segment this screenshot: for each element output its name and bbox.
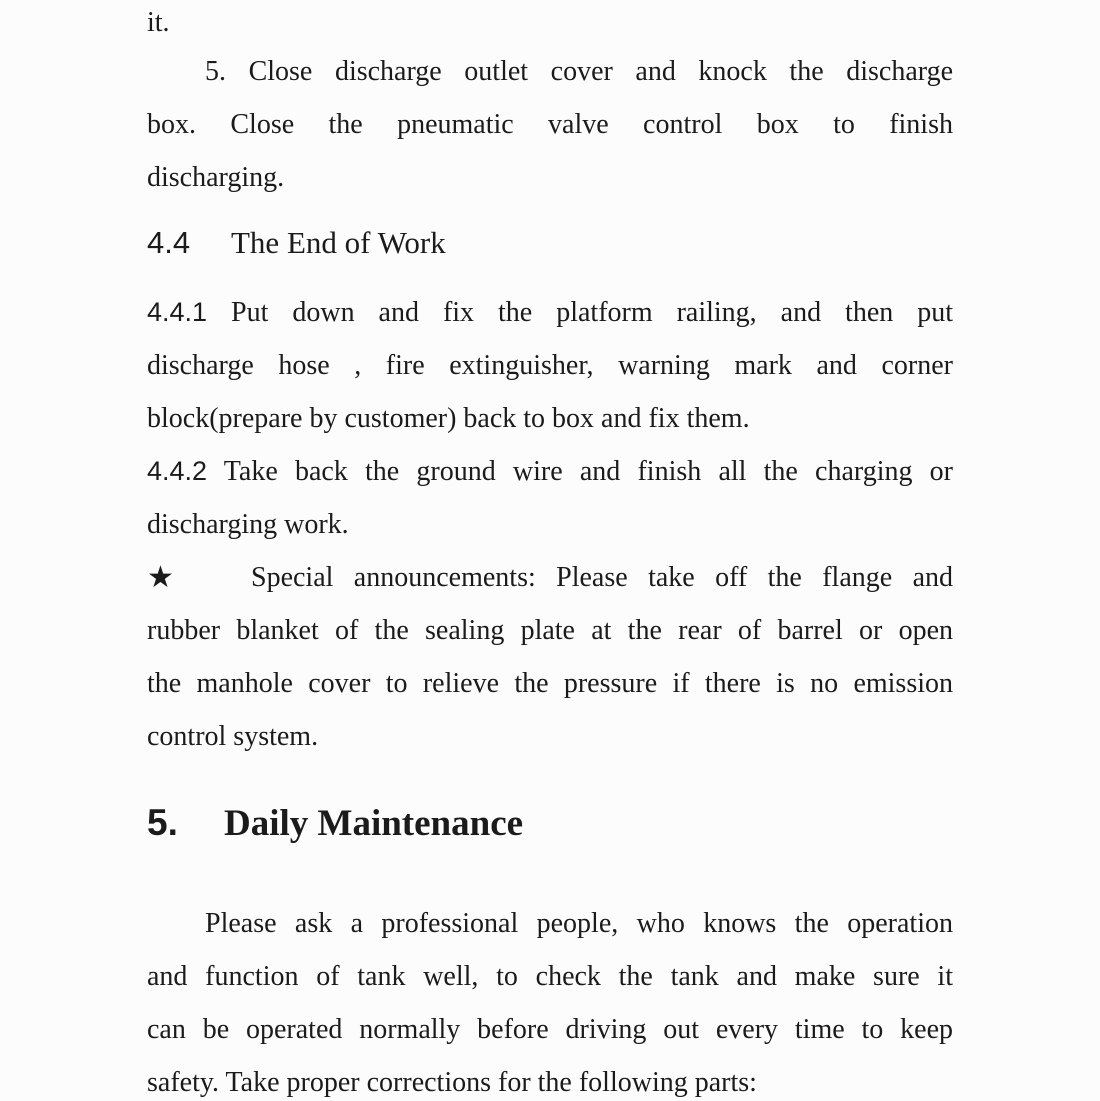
- paragraph-4-4-1: [147, 286, 953, 445]
- continuation-line: it.: [147, 7, 170, 38]
- paragraph-close-discharge: [147, 45, 953, 204]
- paragraph-line: the manhole cover to relieve the pressure if there is no emission: [147, 668, 953, 699]
- paragraph-line: safety. Take proper corrections for the following parts:: [147, 1067, 757, 1098]
- clause-number: 4.4.2: [147, 456, 208, 486]
- paragraph-line: rubber blanket of the sealing plate at the rear of barrel or open: [147, 615, 953, 646]
- paragraph-line: can be operated normally before driving out every time to keep: [147, 1014, 953, 1045]
- paragraph-line: box. Close the pneumatic valve control box to finish: [147, 109, 953, 140]
- chapter-number: 5.: [147, 802, 178, 843]
- clause-number: 4.4.1: [147, 297, 208, 327]
- paragraph-line: discharging work.: [147, 509, 349, 540]
- star-icon: ★: [147, 560, 174, 595]
- clause-text: Take back the ground wire and finish all the charging or: [223, 456, 953, 487]
- paragraph-line: Please ask a professional people, who knows the operation: [205, 908, 953, 939]
- paragraph-line: 5. Close discharge outlet cover and knock the discharge: [205, 56, 953, 87]
- paragraph-line: control system.: [147, 721, 319, 752]
- paragraph-line: discharge hose , fire extinguisher, warning mark and corner: [147, 350, 953, 381]
- paragraph-4-4-2: [147, 445, 953, 551]
- paragraph-line: [147, 286, 953, 339]
- special-announcement: [147, 551, 953, 763]
- chapter-title: Daily Maintenance: [224, 803, 524, 844]
- paragraph-line: block(prepare by customer) back to box and fix them.: [147, 403, 750, 434]
- section-number: 4.4: [147, 225, 191, 260]
- paragraph-line: discharging.: [147, 162, 285, 193]
- announcement-text: Special announcements: Please take off the flange and: [251, 562, 953, 593]
- clause-text: Put down and fix the platform railing, and then put: [231, 297, 954, 328]
- paragraph-line: [147, 445, 953, 498]
- paragraph-line: [147, 551, 953, 604]
- chapter-heading-5: [147, 793, 953, 854]
- paragraph-line: and function of tank well, to check the tank and make sure it: [147, 961, 953, 992]
- section-title: The End of Work: [231, 225, 446, 260]
- section-heading-4-4: [147, 216, 953, 269]
- paragraph-maintenance-intro: [147, 897, 953, 1101]
